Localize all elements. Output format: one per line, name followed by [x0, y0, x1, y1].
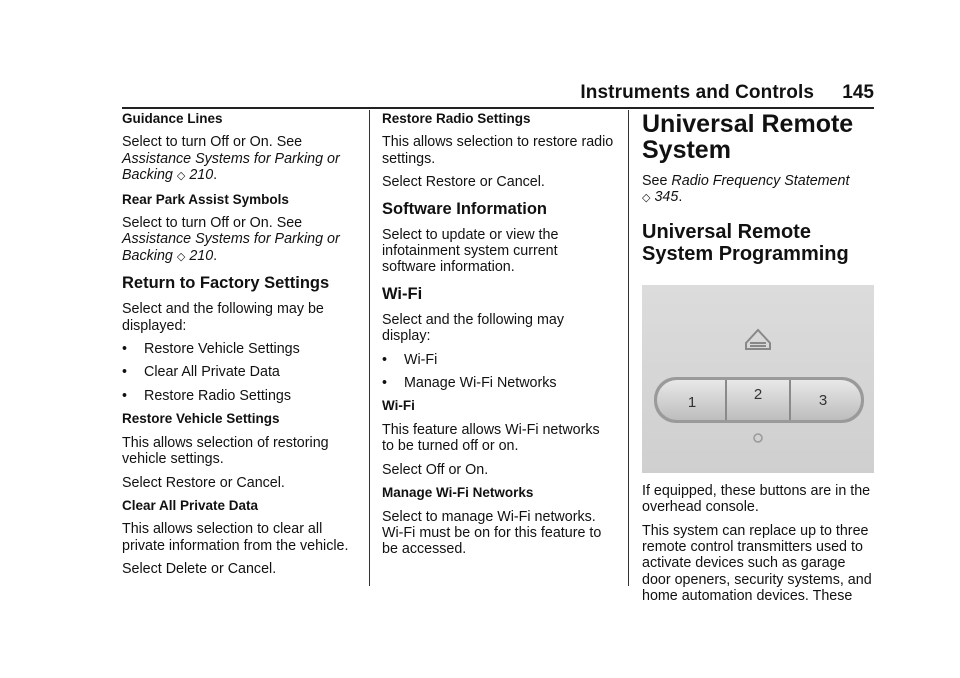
list-item: [382, 352, 614, 368]
system-description: This system can replace up to three remote control transmitters used to activate devices such as garage door openers, security systems, and home automation devices. These: [642, 522, 872, 605]
see-ref-end: .: [678, 189, 683, 206]
universal-remote-title: Universal Remote System: [642, 110, 854, 164]
return-factory-intro: Select and the following may be displayed:: [122, 301, 324, 334]
restore-radio-text1: This allows selection to restore radio settings.: [382, 134, 614, 167]
column-1: [122, 111, 358, 585]
clear-private-text2: Select Delete or Cancel.: [122, 561, 277, 578]
guidance-lines-text-a: Select to turn Off or On. See: [122, 134, 303, 151]
guidance-lines-ref-end: .: [213, 167, 218, 184]
page-ref-icon: ◇: [176, 250, 186, 263]
manage-wifi-text: Select to manage Wi-Fi networks. Wi-Fi must be on for this feature to be accessed.: [382, 508, 602, 558]
column-divider-1: [369, 110, 370, 586]
bullet-icon: •: [382, 375, 388, 392]
see-label: See: [642, 173, 672, 189]
bullet-icon: •: [122, 387, 128, 404]
software-heading: Software Information: [382, 199, 548, 218]
page-ref-icon: ◇: [642, 192, 651, 205]
button-3-label: 3: [818, 391, 828, 409]
header-rule: [122, 107, 874, 109]
wifi-intro: Select and the following may display:: [382, 311, 564, 345]
radio-frequency-ref-page[interactable]: 345: [654, 189, 679, 206]
list-item-label: Wi-Fi: [404, 351, 438, 368]
restore-vehicle-text1: This allows selection of restoring vehicle settings.: [122, 434, 329, 468]
rear-park-heading: Rear Park Assist Symbols: [122, 191, 289, 207]
bullet-icon: •: [382, 351, 388, 368]
list-item-label: Restore Radio Settings: [144, 387, 292, 404]
bullet-icon: •: [122, 341, 128, 358]
column-2: [382, 111, 614, 565]
restore-radio-text2: Select Restore or Cancel.: [382, 174, 545, 191]
bullet-icon: •: [122, 364, 128, 381]
rear-park-ref[interactable]: Assistance Systems for Parking or Backing: [122, 231, 340, 264]
button-1-label: 1: [687, 393, 697, 411]
rear-park-text: [122, 215, 358, 265]
header-title: Instruments and Controls: [580, 82, 814, 103]
wifi-sub-text1: This feature allows Wi-Fi networks to be turned off or on.: [382, 421, 600, 455]
guidance-lines-ref[interactable]: Assistance Systems for Parking or Backing: [122, 150, 340, 184]
equipped-text: If equipped, these buttons are in the overhead console.: [642, 482, 871, 516]
restore-vehicle-text2: Select Restore or Cancel.: [122, 474, 285, 491]
rear-park-text-a: Select to turn Off or On. See: [122, 215, 303, 232]
list-item: [382, 375, 614, 391]
restore-vehicle-heading: Restore Vehicle Settings: [122, 411, 280, 427]
see-reference: [642, 173, 876, 207]
return-factory-heading: Return to Factory Settings: [122, 274, 330, 293]
overhead-console-figure: [642, 285, 874, 473]
programming-title: Universal Remote System Programming: [642, 220, 849, 265]
list-item-label: Restore Vehicle Settings: [144, 341, 300, 358]
rear-park-ref-page[interactable]: 210: [189, 247, 214, 264]
column-divider-2: [628, 110, 629, 586]
page-header: [0, 0, 960, 108]
wifi-heading: Wi-Fi: [382, 284, 423, 303]
radio-frequency-ref[interactable]: Radio Frequency Statement: [671, 173, 850, 189]
list-item: [122, 364, 358, 380]
list-item: [122, 341, 358, 357]
clear-private-heading: Clear All Private Data: [122, 497, 259, 513]
guidance-lines-ref-page[interactable]: 210: [189, 167, 214, 184]
page-ref-icon: ◇: [176, 170, 186, 183]
list-item-label: Clear All Private Data: [144, 364, 280, 381]
rear-park-ref-end: .: [213, 247, 218, 264]
column-3: [642, 111, 876, 612]
guidance-lines-text: [122, 134, 358, 184]
wifi-sub-text2: Select Off or On.: [382, 461, 489, 478]
wifi-sub-heading: Wi-Fi: [382, 398, 415, 414]
clear-private-text1: This allows selection to clear all private information from the vehicle.: [122, 521, 349, 554]
manage-wifi-heading: Manage Wi-Fi Networks: [382, 485, 534, 501]
console-buttons-illustration: [642, 285, 874, 473]
list-item-label: Manage Wi-Fi Networks: [404, 375, 557, 392]
guidance-lines-heading: Guidance Lines: [122, 111, 223, 126]
software-text: Select to update or view the infotainment system current software information.: [382, 226, 559, 276]
button-2-label: 2: [753, 385, 763, 403]
list-item: [122, 388, 358, 404]
restore-radio-heading: Restore Radio Settings: [382, 111, 531, 126]
page-number: 145: [842, 82, 874, 103]
